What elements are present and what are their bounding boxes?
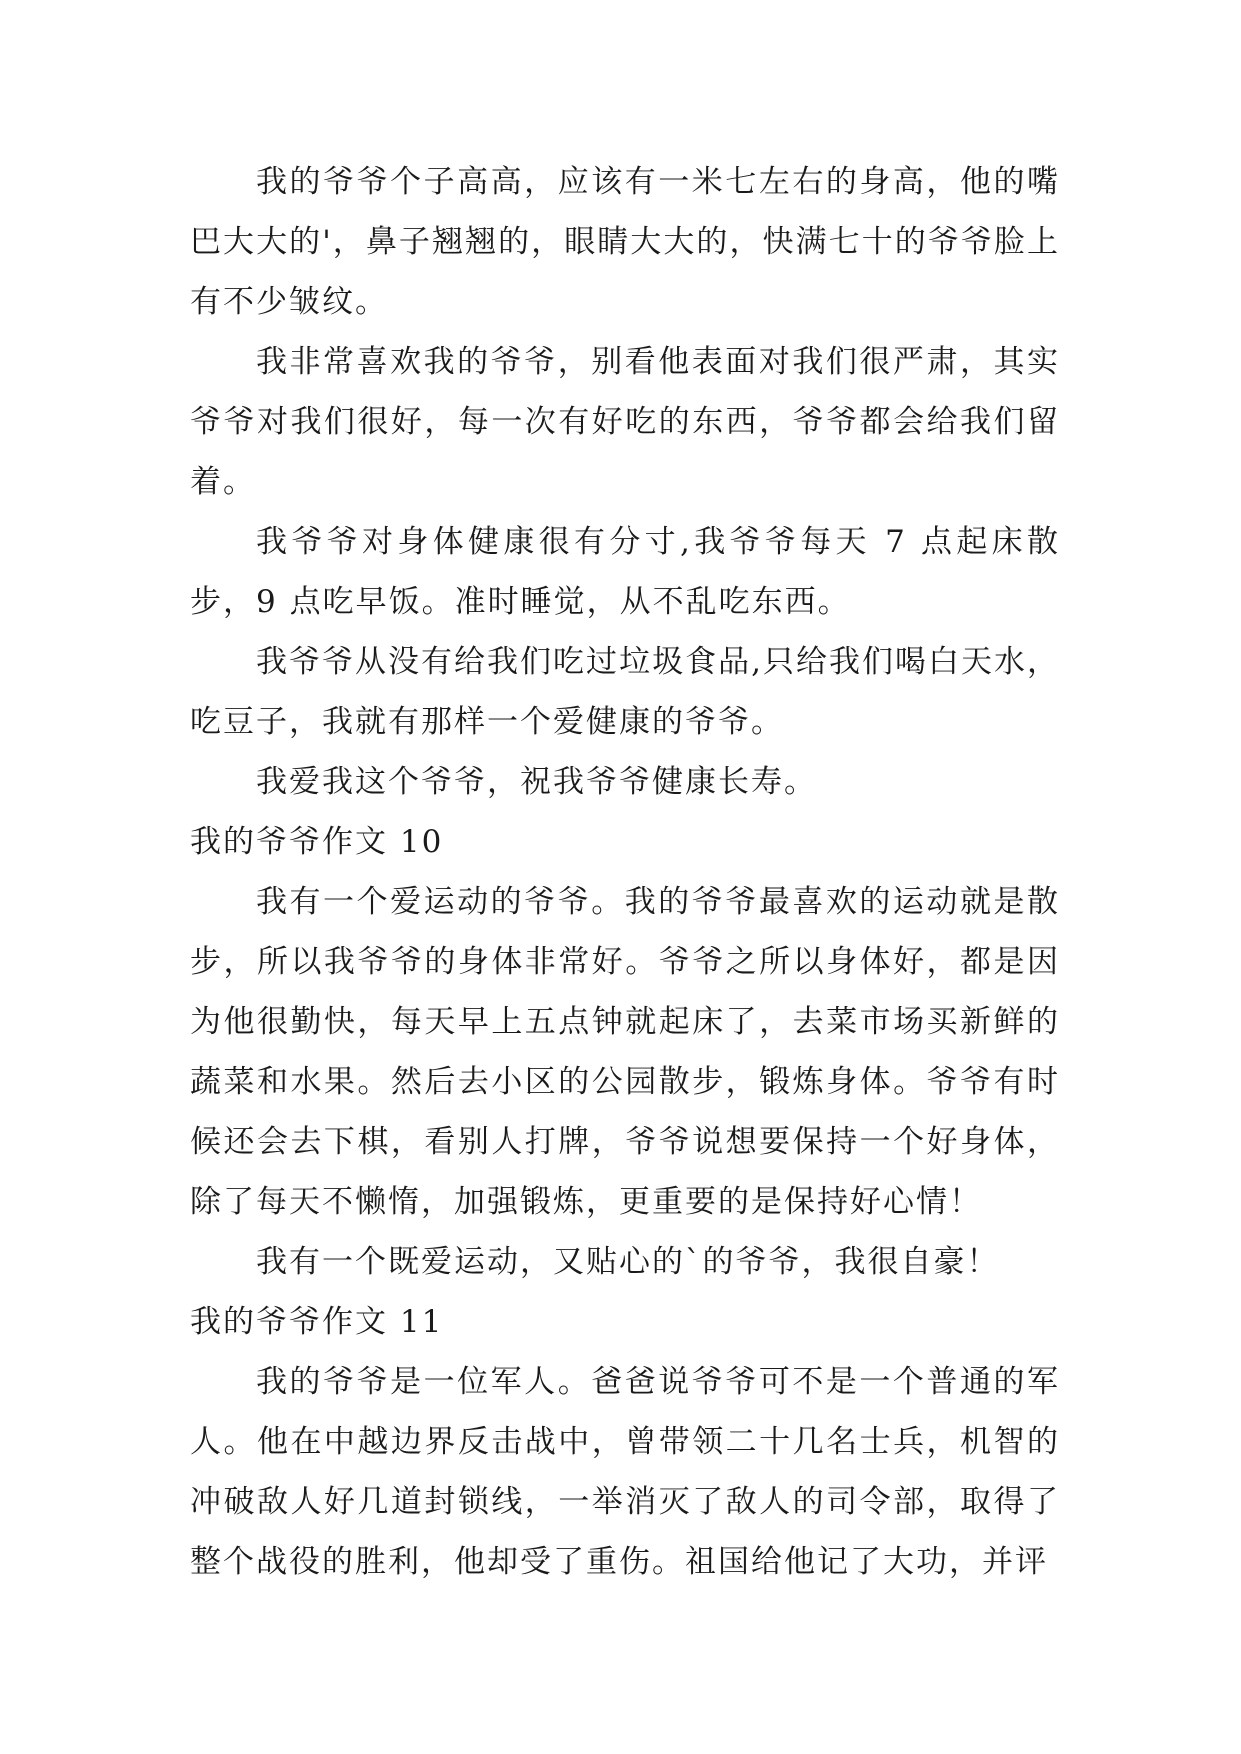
paragraph: 我非常喜欢我的爷爷，别看他表面对我们很严肃，其实爷爷对我们很好，每一次有好吃的东西，爷爷都会给我们留着。 [190, 344, 1060, 500]
paragraph: 我爷爷从没有给我们吃过垃圾食品,只给我们喝白天水，吃豆子，我就有那样一个爱健康的爷爷。 [190, 644, 1060, 740]
section-heading: 我的爷爷作文 10 [190, 824, 444, 860]
paragraph: 我有一个爱运动的爷爷。我的爷爷最喜欢的运动就是散步，所以我爷爷的身体非常好。爷爷之所以身体好，都是因为他很勤快，每天早上五点钟就起床了，去菜市场买新鲜的蔬菜和水果。然后去小区的公园散步，锻炼身体。爷爷有时候还会去下棋，看别人打牌，爷爷说想要保持一个好身体，除了每天不懒惰，加强锻炼，更重要的是保持好心情！ [190, 884, 1060, 1220]
paragraph: 我有一个既爱运动，又贴心的`的爷爷，我很自豪！ [256, 1244, 1000, 1280]
section-heading: 我的爷爷作文 11 [190, 1304, 444, 1340]
paragraph: 我爱我这个爷爷，祝我爷爷健康长寿。 [256, 764, 817, 800]
paragraph: 我爷爷对身体健康很有分寸,我爷爷每天 7 点起床散步，9 点吃早饭。准时睡觉，从不乱吃东西。 [190, 524, 1060, 620]
document-body [190, 152, 1060, 1592]
paragraph: 我的爷爷是一位军人。爸爸说爷爷可不是一个普通的军人。他在中越边界反击战中，曾带领二十几名士兵，机智的冲破敌人好几道封锁线，一举消灭了敌人的司令部，取得了整个战役的胜利，他却受了重伤。祖国给他记了大功，并评 [190, 1364, 1060, 1580]
paragraph: 我的爷爷个子高高，应该有一米七左右的身高，他的嘴巴大大的'，鼻子翘翘的，眼睛大大的，快满七十的爷爷脸上有不少皱纹。 [190, 164, 1060, 320]
